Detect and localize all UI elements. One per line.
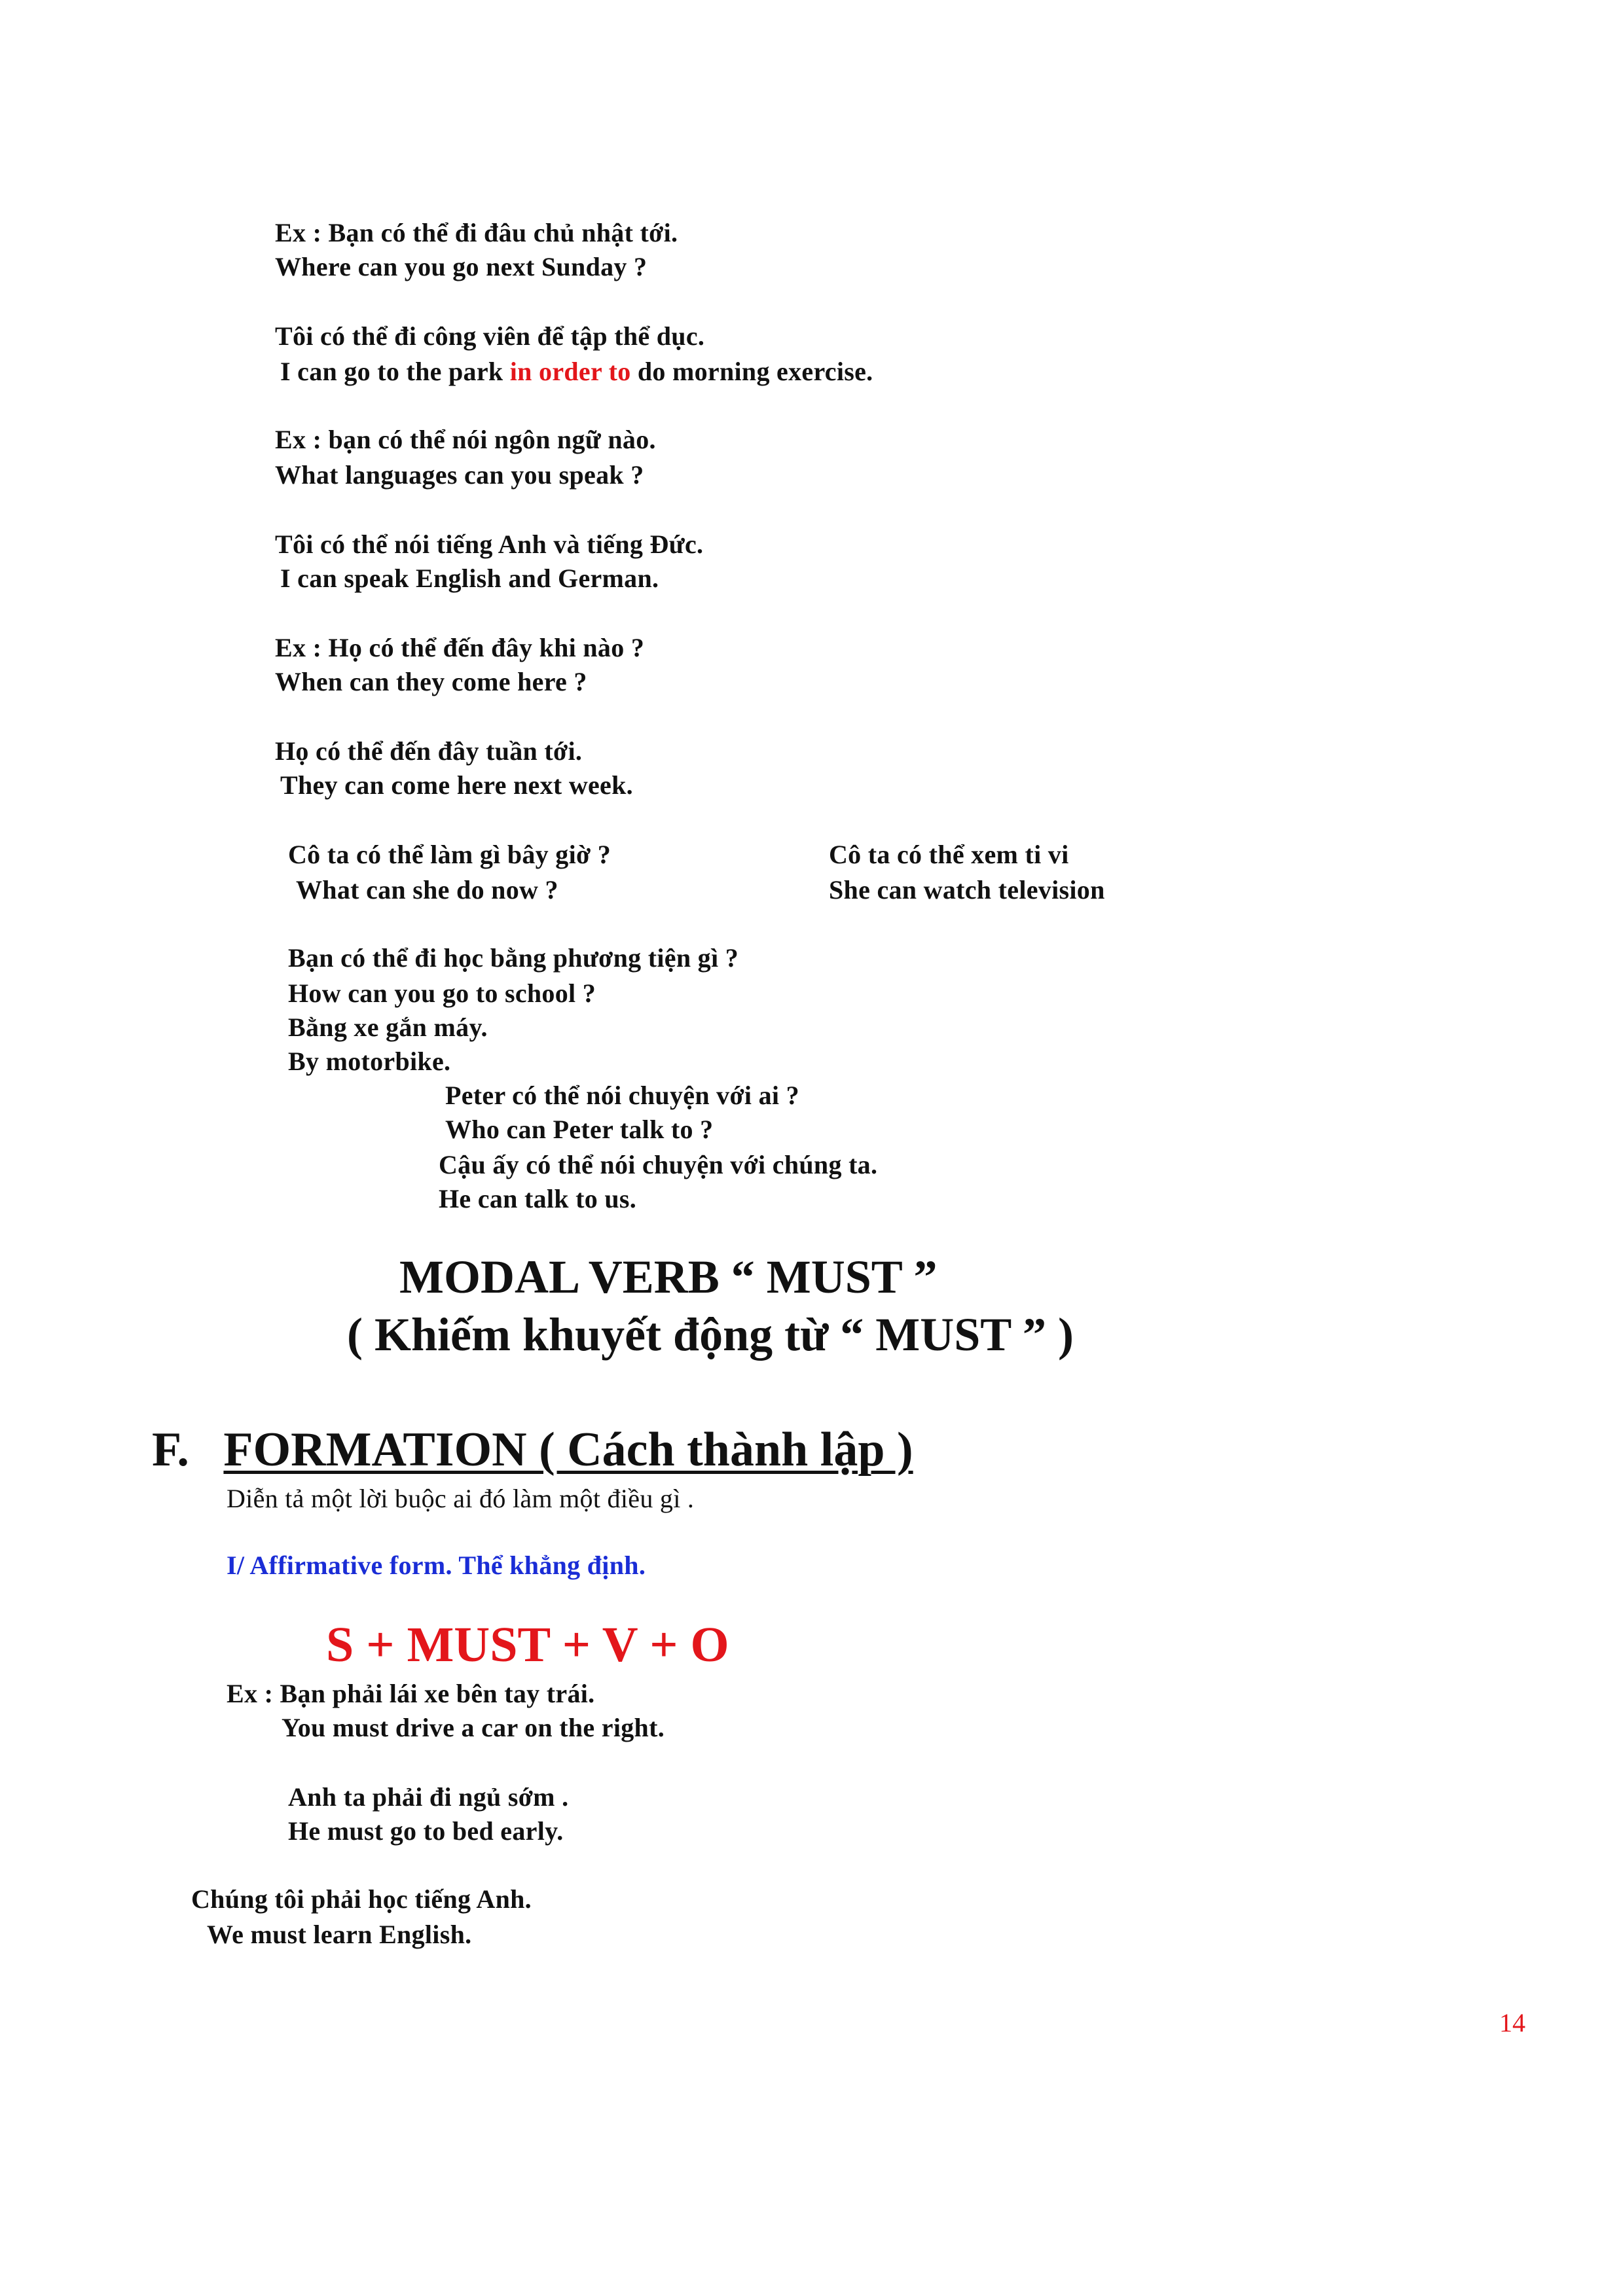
heading-text: FORMATION ( Cách thành lập ) (223, 1423, 913, 1477)
example-en: He must go to bed early. (288, 1816, 564, 1846)
example-vi: Bạn có thể đi học bằng phương tiện gì ? (288, 943, 739, 973)
example-answer-en: She can watch television (829, 875, 1105, 905)
example-en: When can they come here ? (275, 667, 587, 696)
example-vi: Ex : Họ có thể đến đây khi nào ? (275, 633, 645, 662)
example-vi: Cô ta có thể làm gì bây giờ ? (288, 840, 611, 869)
example-vi: Ex : Bạn có thể đi đâu chủ nhật tới. (275, 218, 678, 247)
example-answer-vi: Cô ta có thể xem ti vi (829, 840, 1069, 869)
example-en-part: do morning exercise. (630, 357, 873, 386)
example-answer-vi: Bằng xe gắn máy. (288, 1013, 488, 1042)
example-en: You must drive a car on the right. (282, 1713, 665, 1742)
example-vi: Họ có thể đến đây tuần tới. (275, 736, 583, 766)
page-number: 14 (1499, 2008, 1525, 2037)
example-vi: Tôi có thể nói tiếng Anh và tiếng Đức. (275, 529, 704, 559)
section-letter: F. (152, 1423, 189, 1477)
affirmative-subheading: I/ Affirmative form. Thể khẳng định. (227, 1551, 646, 1580)
section-title: MODAL VERB “ MUST ” (399, 1251, 938, 1303)
example-vi: Peter có thể nói chuyện với ai ? (445, 1081, 799, 1110)
example-answer-vi: Cậu ấy có thể nói chuyện với chúng ta. (439, 1150, 878, 1179)
example-en: They can come here next week. (280, 770, 633, 800)
formula: S + MUST + V + O (326, 1617, 729, 1672)
example-en: Where can you go next Sunday ? (275, 252, 647, 281)
section-subtitle: ( Khiếm khuyết động từ “ MUST ” ) (347, 1308, 1074, 1361)
example-en (280, 355, 873, 389)
example-vi: Chúng tôi phải học tiếng Anh. (191, 1884, 532, 1914)
highlight-phrase: in order to (509, 357, 631, 386)
example-en: We must learn English. (207, 1920, 472, 1949)
example-answer-en: By motorbike. (288, 1047, 451, 1076)
example-answer-en: He can talk to us. (439, 1184, 637, 1213)
formation-heading (152, 1420, 913, 1479)
example-en: I can speak English and German. (280, 564, 659, 593)
example-en: What languages can you speak ? (275, 460, 644, 490)
example-vi: Tôi có thể đi công viên để tập thể dục. (275, 321, 705, 351)
example-vi: Anh ta phải đi ngủ sớm . (288, 1782, 569, 1812)
example-vi: Ex : Bạn phải lái xe bên tay trái. (227, 1679, 595, 1708)
formation-description: Diễn tả một lời buộc ai đó làm một điều gì . (227, 1484, 695, 1513)
example-en: How can you go to school ? (288, 978, 596, 1008)
example-en: What can she do now ? (296, 875, 558, 905)
example-vi: Ex : bạn có thể nói ngôn ngữ nào. (275, 425, 656, 454)
example-en-part: I can go to the park (280, 357, 510, 386)
example-en: Who can Peter talk to ? (445, 1115, 714, 1144)
